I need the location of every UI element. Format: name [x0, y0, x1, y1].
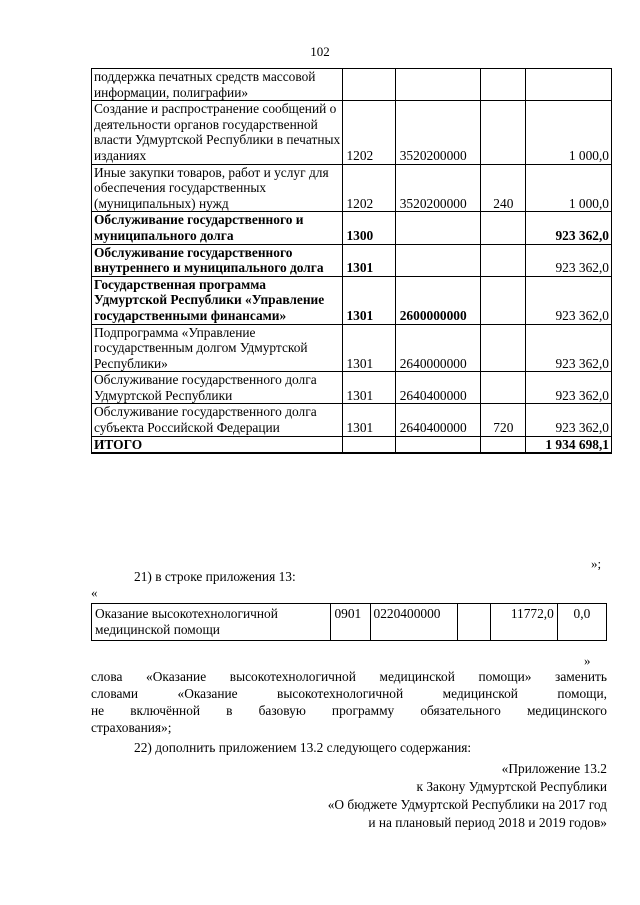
table-cell-vr: 720 — [481, 404, 526, 436]
table-cell-sum — [526, 69, 612, 101]
table-cell-name: поддержка печатных средств массовой информации, полиграфии» — [92, 69, 343, 101]
table-cell-name: Иные закупки товаров, работ и услуг для обеспечения государственных (муниципальных) нужд — [92, 164, 343, 212]
table-row — [92, 404, 612, 436]
table-cell-section: 1300 — [343, 212, 395, 244]
table-cell-csr — [395, 69, 480, 101]
table-cell-section: 1301 — [343, 372, 395, 404]
table-cell-csr — [395, 436, 480, 453]
table-cell-sum: 923 362,0 — [526, 244, 612, 276]
table-cell-sum-1: 11772,0 — [490, 604, 557, 641]
table-cell-vr — [481, 212, 526, 244]
table-cell-csr — [395, 244, 480, 276]
appendix-header-line-2: к Закону Удмуртской Республики — [416, 779, 607, 794]
table-cell-vr — [481, 69, 526, 101]
table-cell-csr: 0220400000 — [370, 604, 457, 641]
table-cell-name: Оказание высокотехнологичной медицинской помощи — [92, 604, 331, 641]
appendix-header-line-3: «О бюджете Удмуртской Республики на 2017 год — [327, 797, 607, 812]
table-cell-section: 1202 — [343, 164, 395, 212]
table-row — [92, 276, 612, 324]
table-cell-section — [343, 69, 395, 101]
closing-quote: »; — [591, 556, 602, 571]
table-cell-vr: 240 — [481, 164, 526, 212]
table-cell-name: Создание и распространение сообщений о деятельности органов государственной власти Удмуртской Республики в печатных изданиях — [92, 101, 343, 164]
paragraph-line-2: словами «Оказание высокотехнологичной медицинской помощи, — [91, 686, 607, 701]
table-cell-sum-2: 0,0 — [557, 604, 606, 641]
item-21-text: 21) в строке приложения 13: — [134, 569, 296, 584]
table-cell-sum: 923 362,0 — [526, 324, 612, 372]
table-cell-csr: 2640400000 — [395, 372, 480, 404]
table-cell-csr: 2600000000 — [395, 276, 480, 324]
table-cell-section: 1301 — [343, 404, 395, 436]
table-cell-vr — [457, 604, 490, 641]
budget-table — [91, 68, 612, 454]
closing-quote-2: » — [584, 653, 591, 668]
table-cell-csr: 2640400000 — [395, 404, 480, 436]
item-22-text: 22) дополнить приложением 13.2 следующего содержания: — [134, 740, 472, 755]
table-cell-sum: 923 362,0 — [526, 276, 612, 324]
table-cell-csr — [395, 212, 480, 244]
table-cell-csr: 3520200000 — [395, 164, 480, 212]
table-cell-sum: 923 362,0 — [526, 372, 612, 404]
table-cell-name: Обслуживание государственного и муниципального долга — [92, 212, 343, 244]
table-row — [92, 101, 612, 164]
table-cell-vr — [481, 101, 526, 164]
table-cell-section — [343, 436, 395, 453]
table-cell-name: Обслуживание государственного долга субъекта Российской Федерации — [92, 404, 343, 436]
table-cell-name: Обслуживание государственного долга Удмуртской Республики — [92, 372, 343, 404]
table-cell-vr — [481, 276, 526, 324]
page-number: 102 — [310, 44, 330, 59]
table-cell-section: 1202 — [343, 101, 395, 164]
table-row — [92, 372, 612, 404]
paragraph-line-1: слова «Оказание высокотехнологичной медицинской помощи» заменить — [91, 669, 607, 684]
table-cell-section: 0901 — [331, 604, 370, 641]
table-cell-name: Подпрограмма «Управление государственным долгом Удмуртской Республики» — [92, 324, 343, 372]
table-cell-section: 1301 — [343, 244, 395, 276]
paragraph-line-3: не включённой в базовую программу обязательного медицинского — [91, 703, 607, 718]
table-row — [92, 212, 612, 244]
table-cell-name: Государственная программа Удмуртской Республики «Управление государственными финансами» — [92, 276, 343, 324]
table-row — [92, 604, 607, 641]
table-cell-sum: 1 934 698,1 — [526, 436, 612, 453]
table-cell-vr — [481, 324, 526, 372]
table-cell-csr: 3520200000 — [395, 101, 480, 164]
appendix13-row-table — [91, 603, 607, 641]
table-row — [92, 244, 612, 276]
table-cell-csr: 2640000000 — [395, 324, 480, 372]
table-row — [92, 69, 612, 101]
paragraph-line-4: страхования»; — [91, 720, 172, 735]
table-cell-vr — [481, 372, 526, 404]
table-cell-name: ИТОГО — [92, 436, 343, 453]
appendix-header-line-4: и на плановый период 2018 и 2019 годов» — [368, 815, 607, 830]
table-cell-sum: 1 000,0 — [526, 101, 612, 164]
table-cell-sum: 923 362,0 — [526, 212, 612, 244]
table-row — [92, 164, 612, 212]
table-row — [92, 324, 612, 372]
table-cell-section: 1301 — [343, 276, 395, 324]
table-cell-sum: 923 362,0 — [526, 404, 612, 436]
table-cell-section: 1301 — [343, 324, 395, 372]
total-row — [92, 436, 612, 453]
table-cell-name: Обслуживание государственного внутреннего и муниципального долга — [92, 244, 343, 276]
table-cell-sum: 1 000,0 — [526, 164, 612, 212]
opening-quote: « — [91, 585, 98, 600]
appendix-header-line-1: «Приложение 13.2 — [501, 761, 607, 776]
table-cell-vr — [481, 436, 526, 453]
table-cell-vr — [481, 244, 526, 276]
